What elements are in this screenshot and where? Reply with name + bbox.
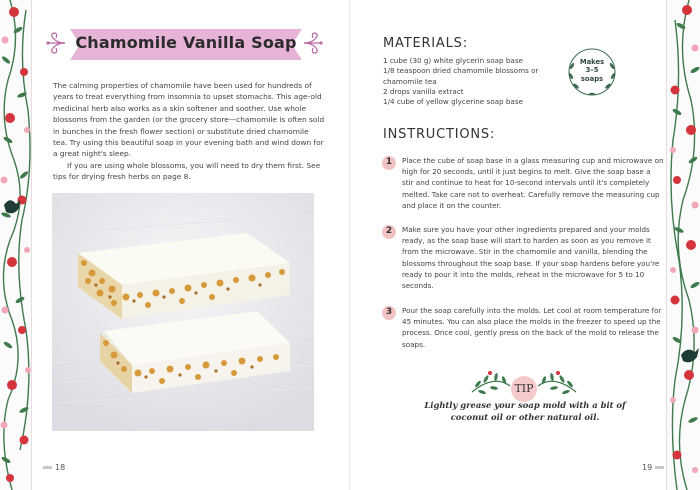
scroll-flourish-icon — [45, 30, 67, 56]
tip-label: TIP — [514, 382, 534, 395]
list-item: 1/4 cube of yellow glycerine soap base — [383, 97, 523, 107]
page-number-left — [40, 463, 65, 472]
materials-list — [383, 56, 573, 107]
materials-heading: MATERIALS: — [383, 36, 468, 51]
intro-paragraph: The calming properties of chamomile have been used for hundreds of years to treat everything from insomnia to upset stomachs. This age-old medicinal herb also works as a skin softener and soother. Use whole blossoms from the garden (or the grocery store—chamomile is often sold in bunches in the fresh flower section) or substitute dried chamomile tea. Try using this beautiful soap in your evening bath and wind down for a great night's sleep. — [53, 81, 325, 159]
soap-photo — [52, 193, 314, 431]
list-item: 1 cube (30 g) white glycerin soap base — [383, 56, 523, 65]
page-title: Chamomile Vanilla Soap — [75, 33, 297, 52]
instructions-heading: INSTRUCTIONS: — [383, 127, 496, 142]
list-item: 2 drops vanilla extract — [383, 86, 464, 96]
list-item: 1/8 teaspoon dried chamomile blossoms or chamomile tea — [383, 66, 539, 86]
step-text: Make sure you have your other ingredients prepared and your molds ready, as the soap base will start to harden as soon as you remove it from the microwave. Stir in the chamomile and vanilla, blending the blossoms throughout the soap base. If your soap hardens before you're ready to pour it into the molds, reheat in the microwave for 5 to 10 seconds. — [402, 225, 660, 291]
step-number-text: 1 — [385, 157, 393, 167]
yield-badge — [566, 46, 618, 98]
page-number-right — [642, 463, 667, 472]
title-banner — [70, 29, 302, 60]
intro-text — [53, 80, 325, 183]
page-number-text: 19 — [642, 463, 653, 472]
scroll-flourish-icon — [302, 30, 324, 56]
step-number-text: 2 — [385, 226, 393, 236]
step-text: Pour the soap carefully into the molds. Let cool at room temperature for 45 minutes. You can also place the molds in the freezer to speed up the process. Once cool, gently press on the back of the mold to release the soaps. — [402, 306, 662, 349]
yield-text: Makes 3–5 soaps — [579, 58, 605, 83]
book-gutter — [349, 0, 351, 490]
floral-border-right — [666, 0, 700, 490]
step-number — [382, 155, 396, 169]
step-number-text: 3 — [385, 307, 393, 317]
floral-border-left — [0, 0, 32, 490]
tip-box — [410, 362, 640, 432]
step-number — [382, 305, 396, 319]
step-number — [382, 224, 396, 238]
intro-paragraph: If you are using whole blossoms, you will need to dry them first. See tips for drying fresh herbs on page 8. — [53, 160, 321, 182]
tip-text: Lightly grease your soap mold with a bit of coconut oil or other natural oil. — [424, 400, 626, 422]
page-number-text: 18 — [55, 463, 66, 472]
step-text: Place the cube of soap base in a glass measuring cup and microwave on high for 20 seconds, until it just begins to melt. Give the soap base a stir and continue to heat for 10-second intervals until it's completely melted. Take care not to overheat. Carefully remove the measuring cup and place it on the counter. — [402, 156, 664, 210]
